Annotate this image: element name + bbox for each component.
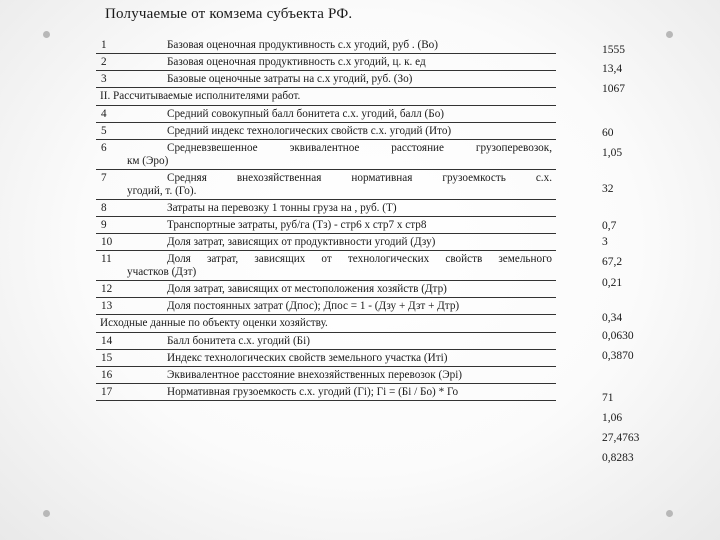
table-row xyxy=(96,281,556,298)
row-description-cell xyxy=(167,367,556,384)
row-number: 6 xyxy=(96,140,167,170)
row-value: 13,4 xyxy=(602,63,623,75)
row-description: Доля постоянных затрат (Дпос); Дпос = 1 - (Дзу + Дзт + Дтр) xyxy=(167,300,460,312)
table-row xyxy=(96,37,556,54)
row-description-cell xyxy=(167,54,556,71)
table-row xyxy=(96,54,556,71)
row-description-cell xyxy=(127,170,556,200)
row-description: Доля затрат, зависящих от местоположения хозяйств (Дтр) xyxy=(167,283,447,295)
table-row xyxy=(96,350,556,367)
table-row xyxy=(96,123,556,140)
row-number: 3 xyxy=(96,71,167,88)
row-description-cell xyxy=(167,333,556,350)
table-row xyxy=(96,384,556,401)
row-value: 0,0630 xyxy=(602,330,634,342)
slide-dot-top-right xyxy=(666,31,673,38)
row-description: Доля затрат, зависящих от продуктивности угодий (Дзу) xyxy=(167,236,436,248)
row-description: Средний индекс технологических свойств с.х. угодий (Ито) xyxy=(167,125,452,137)
row-description-cell xyxy=(167,281,556,298)
row-description: Средневзвешенное эквивалентное расстояние грузоперевозок, xyxy=(167,142,552,154)
row-value: 0,21 xyxy=(602,277,623,289)
row-number: 13 xyxy=(96,298,167,315)
table-row xyxy=(96,106,556,123)
row-number: 9 xyxy=(96,217,167,234)
row-value: 1067 xyxy=(602,83,625,95)
row-description: Затраты на перевозку 1 тонны груза на , руб. (Т) xyxy=(167,202,397,214)
row-description-cell xyxy=(167,106,556,123)
row-description-cell xyxy=(167,71,556,88)
row-value: 67,2 xyxy=(602,256,623,268)
row-description-cell xyxy=(167,37,556,54)
table-row xyxy=(96,170,556,200)
table-row xyxy=(96,298,556,315)
row-value: 1,05 xyxy=(602,147,623,159)
row-description: Базовая оценочная продуктивность с.х угодий, ц. к. ед xyxy=(167,56,426,68)
row-description: Балл бонитета с.х. угодий (Бі) xyxy=(167,335,310,347)
row-description: Транспортные затраты, руб/га (Тз) - стр6 х стр7 х стр8 xyxy=(167,219,427,231)
row-description-cell xyxy=(127,140,556,170)
table-row xyxy=(96,217,556,234)
table-row xyxy=(96,367,556,384)
page-title: Получаемые от комзема субъекта РФ. xyxy=(105,6,353,22)
row-value: 1555 xyxy=(602,44,625,56)
row-number: 1 xyxy=(96,37,167,54)
row-description-cell xyxy=(127,251,556,281)
row-description: Средний совокупный балл бонитета с.х. угодий, балл (Бо) xyxy=(167,108,445,120)
row-number: 4 xyxy=(96,106,167,123)
slide-dot-top-left xyxy=(43,31,50,38)
row-description: Базовая оценочная продуктивность с.х угодий, руб . (Во) xyxy=(167,39,439,51)
table-row xyxy=(96,333,556,350)
row-value: 71 xyxy=(602,392,614,404)
data-table xyxy=(96,37,556,401)
row-value: 1,06 xyxy=(602,412,623,424)
row-value: 3 xyxy=(602,236,608,248)
row-description-cell xyxy=(167,350,556,367)
row-value: 0,8283 xyxy=(602,452,634,464)
row-number: 2 xyxy=(96,54,167,71)
row-description-cell xyxy=(167,217,556,234)
row-description-continued: км (Эро) xyxy=(127,155,169,167)
table-row xyxy=(96,140,556,170)
row-description: Индекс технологических свойств земельного участка (Иті) xyxy=(167,352,448,364)
row-number: 5 xyxy=(96,123,167,140)
row-number: 16 xyxy=(96,367,167,384)
row-value: 0,7 xyxy=(602,220,617,232)
row-number: 14 xyxy=(96,333,167,350)
table-row xyxy=(96,71,556,88)
table-row xyxy=(96,251,556,281)
row-description: Нормативная грузоемкость с.х. угодий (Гі); Гі = (Бі / Бо) * Го xyxy=(167,386,459,398)
row-description: Эквивалентное расстояние внехозяйственных перевозок (Эрі) xyxy=(167,369,463,381)
table-row xyxy=(96,200,556,217)
row-value: 60 xyxy=(602,127,614,139)
row-value: 27,4763 xyxy=(602,432,640,444)
row-number: 15 xyxy=(96,350,167,367)
slide-dot-bottom-left xyxy=(43,510,50,517)
row-description-cell xyxy=(167,234,556,251)
row-description-continued: участков (Дзт) xyxy=(127,266,197,278)
row-description: Средняя внехозяйственная нормативная грузоемкость с.х. xyxy=(167,172,552,184)
row-description-cell xyxy=(167,123,556,140)
row-value: 32 xyxy=(602,183,614,195)
row-number: 11 xyxy=(96,251,167,281)
row-number: 10 xyxy=(96,234,167,251)
slide-dot-bottom-right xyxy=(666,510,673,517)
row-description: Базовые оценочные затраты на с.х угодий, руб. (Зо) xyxy=(167,73,413,85)
row-description: Доля затрат, зависящих от технологических свойств земельного xyxy=(167,253,552,265)
row-description-cell xyxy=(167,384,556,401)
row-number: 7 xyxy=(96,170,167,200)
section-heading: II. Рассчитываемые исполнителями работ. xyxy=(96,88,556,106)
row-description-continued: угодий, т. (Го). xyxy=(127,185,197,197)
row-description-cell xyxy=(167,200,556,217)
row-number: 8 xyxy=(96,200,167,217)
row-value: 0,3870 xyxy=(602,350,634,362)
row-description-cell xyxy=(167,298,556,315)
row-number: 17 xyxy=(96,384,167,401)
section-heading: Исходные данные по объекту оценки хозяйству. xyxy=(96,315,556,333)
row-value: 0,34 xyxy=(602,312,623,324)
row-number: 12 xyxy=(96,281,167,298)
table-row xyxy=(96,234,556,251)
